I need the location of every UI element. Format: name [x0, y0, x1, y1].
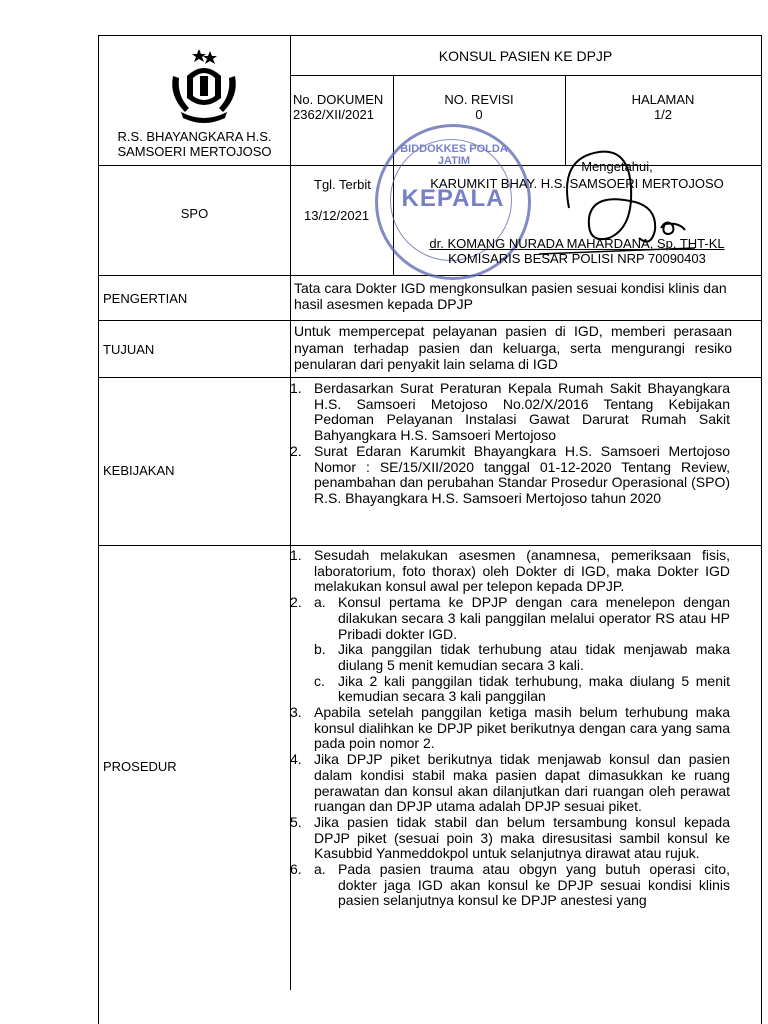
hospital-line-2: SAMSOERI MERTOJOSO	[117, 144, 272, 159]
doc-number	[293, 92, 393, 122]
stamp-text: KEPALA	[401, 185, 505, 212]
kebijakan-list	[290, 381, 730, 507]
kebijakan-item: 2. Surat Edaran Karumkit Bhayangkara H.S. Samsoeri Mertojoso Nomor : SE/15/XII/2020 tanggal 01-12-2020 Tentang Review, penambahan dan perubahan Standar Prosedur Operasional (SPO) R.S. Bhayangkara H.S. Samsoeri Mertojoso tahun 2020	[290, 442, 730, 506]
signer-rank: KOMISARIS BESAR POLISI NRP 70090403	[448, 251, 706, 266]
row-divider	[99, 545, 761, 546]
revision	[393, 92, 565, 122]
prosedur-item: 1. Sesudah melakukan asesmen (anamnesa, pemeriksaan fisis, laboratorium, foto thorax) oleh Dokter di IGD, maka Dokter IGD melakukan konsul awal per telepon kepada DPJP.	[290, 547, 730, 595]
kebijakan-label: KEBIJAKAN	[103, 463, 175, 478]
revision-value: 0	[475, 107, 483, 122]
page-label: HALAMAN	[631, 92, 695, 107]
approval-title: KARUMKIT BHAY. H.S. SAMSOERI MERTOJOSO	[430, 176, 724, 191]
pengertian-text: Tata cara Dokter IGD mengkonsulkan pasien sesuai kondisi klinis dan hasil asesmen kepada DPJP	[294, 280, 727, 312]
row-divider	[99, 377, 761, 378]
page-value: 1/2	[653, 107, 673, 122]
signer-block	[393, 236, 761, 266]
stamp-arc-text: BIDDOKKES POLDA JATIM	[400, 143, 508, 167]
doc-number-value: 2362/XII/2021	[293, 107, 374, 122]
prosedur-label: PROSEDUR	[103, 759, 177, 774]
approval-known-label: Mengetahui,	[581, 159, 653, 174]
police-emblem-icon	[167, 46, 241, 126]
prosedur-item: 2. a. Konsul pertama ke DPJP dengan cara menelepon dengan dilakukan secara 3 kali panggilan melalui operator RS atau HP Pribadi dokter IGD. b. Jika panggilan tidak terhubung atau tidak menjawab maka diulang 5 menit kemudian secara 3 kali. c. Jika 2 kali panggilan tidak terhubung, maka diulang 5 menit kemudian secara 3 kali panggilan	[290, 594, 730, 705]
prosedur-item: 6. a. Pada pasien trauma atau obgyn yang butuh operasi cito, dokter jaga IGD akan konsul ke DPJP sesuai kondisi klinis pasien selanjutnya konsul ke DPJP anestesi yang	[290, 861, 730, 909]
spo-document	[98, 35, 762, 1024]
hospital-line-1: R.S. BHAYANGKARA H.S.	[117, 129, 272, 144]
approval-block	[393, 159, 761, 191]
row-divider	[99, 320, 761, 321]
prosedur-item: 3. Apabila setelah panggilan ketiga masih belum terhubung maka konsul dialihkan ke DPJP piket berikutnya dengan cara yang sama pada poin nomor 2.	[290, 704, 730, 752]
hospital-name	[99, 129, 290, 159]
revision-label: NO. REVISI	[444, 92, 514, 107]
kebijakan-item: 1. Berdasarkan Surat Peraturan Kepala Rumah Sakit Bhayangkara H.S. Samsoeri Metojoso No.02/X/2016 Tentang Kebijakan Pedoman Pelayanan Instalasi Gawat Darurat Rumah Sakit Bahyangkara H.S. Samsoeri Mertojoso	[290, 380, 730, 444]
tujuan-text: Untuk mempercepat pelayanan pasien di IGD, memberi perasaan nyaman terhadap pasien dan keluarga, serta mengurangi resiko penularan dari penyakit lain selama di IGD	[294, 323, 732, 372]
spo-label: SPO	[180, 206, 209, 221]
pengertian-label: PENGERTIAN	[103, 291, 188, 306]
prosedur-subitem: a. Konsul pertama ke DPJP dengan cara menelepon dengan dilakukan secara 3 kali panggilan melalui operator RS atau HP Pribadi dokter IGD.	[314, 594, 730, 642]
document-title: KONSUL PASIEN KE DPJP	[438, 48, 613, 64]
signer-name: dr. KOMANG NURADA MAHARDANA, Sp. THT-KL	[429, 236, 725, 251]
issue-date-value: 13/12/2021	[304, 208, 370, 223]
prosedur-list	[290, 548, 730, 909]
prosedur-subitem: a. Pada pasien trauma atau obgyn yang butuh operasi cito, dokter jaga IGD akan konsul ke DPJP sesuai kondisi klinis pasien selanjutnya konsul ke DPJP anestesi yang	[314, 861, 730, 909]
row-divider	[290, 75, 761, 76]
tujuan-label: TUJUAN	[103, 342, 155, 357]
page-number	[565, 92, 761, 122]
doc-number-label: No. DOKUMEN	[293, 92, 384, 107]
prosedur-item: 4. Jika DPJP piket berikutnya tidak menjawab konsul dan pasien dalam kondisi stabil maka pasien dapat dimasukkan ke ruang perawatan dan konsul akan dilanjutkan dari ruangan oleh perawat ruangan dan DPJP utama adalah DPJP sesuai piket.	[290, 751, 730, 815]
prosedur-subitem: b. Jika panggilan tidak terhubung atau tidak menjawab maka diulang 5 menit kemudian secara 3 kali.	[314, 641, 730, 673]
prosedur-item: 5. Jika pasien tidak stabil dan belum tersambung konsul kepada DPJP piket (sesuai poin 3) maka diresusitasi sambil konsul ke Kasubbid Yanmeddokpol untuk selanjutnya dirawat atau rujuk.	[290, 813, 730, 862]
issue-date-label: Tgl. Terbit	[314, 177, 371, 192]
police-logo	[167, 46, 241, 126]
prosedur-subitem: c. Jika 2 kali panggilan tidak terhubung, maka diulang 5 menit kemudian secara 3 kali panggilan	[314, 672, 730, 705]
